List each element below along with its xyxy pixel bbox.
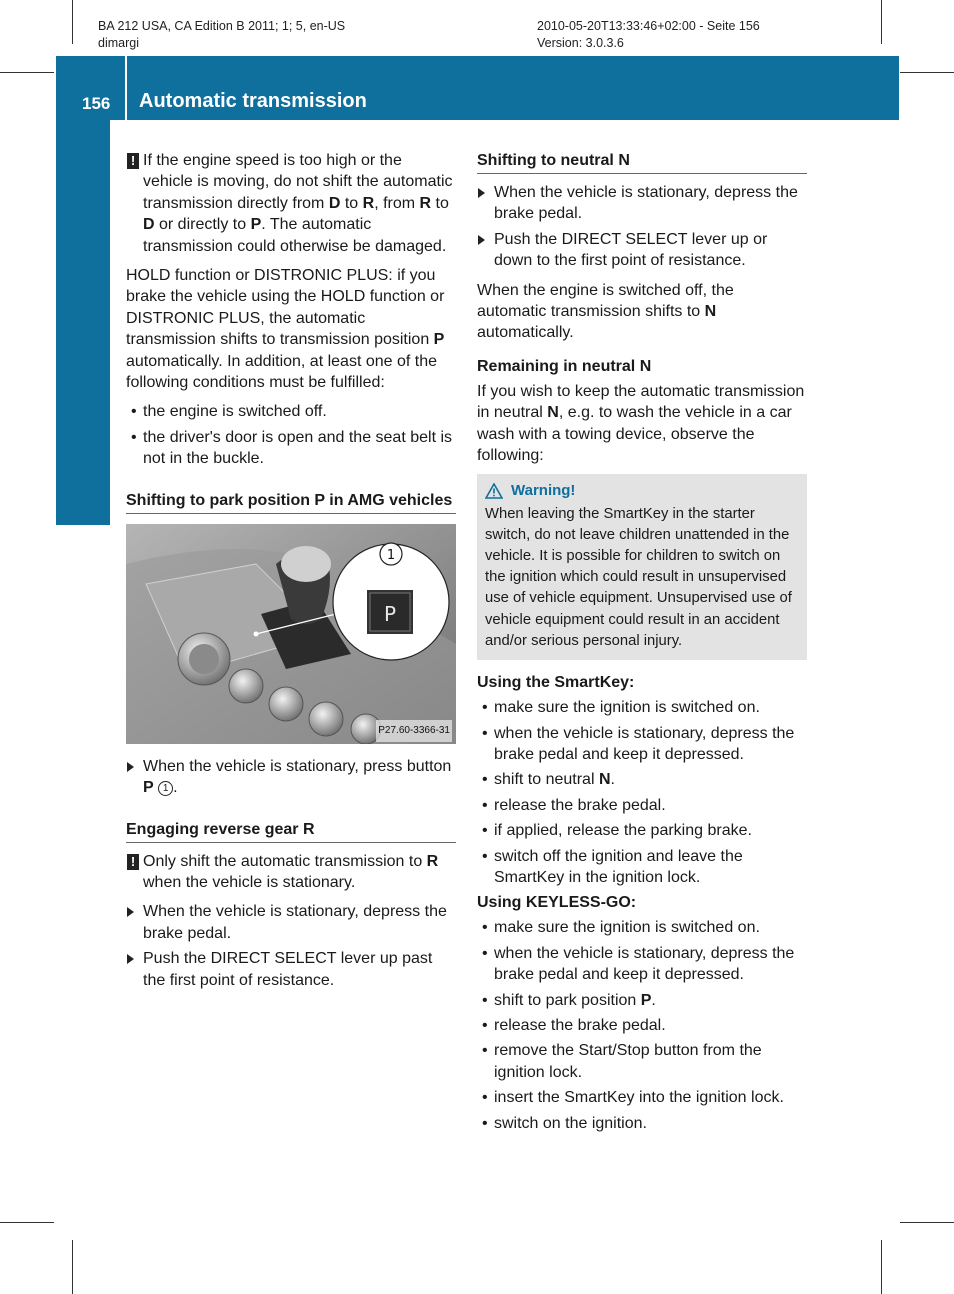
step-arrow-icon [478, 235, 485, 245]
step-arrow-icon [478, 188, 485, 198]
list-item-text: when the vehicle is stationary, depress the brake pedal and keep it depressed. [494, 944, 795, 984]
list-item: • insert the SmartKey into the ignition lock. [482, 1089, 784, 1107]
step-text: When the vehicle is stationary, depress the brake pedal. [494, 184, 798, 223]
list-item-text: the engine is switched off. [143, 403, 327, 421]
warning-title [485, 480, 799, 501]
note-text: Only shift the automatic transmission to [143, 852, 427, 870]
list-item-text: remove the Start/Stop button from the ignition lock. [494, 1042, 762, 1081]
list-item-text: shift to park position [494, 991, 641, 1009]
right-column [477, 150, 807, 1138]
print-meta-right-line2: Version: 3.0.3.6 [537, 36, 624, 50]
note-text: to [431, 194, 449, 212]
note-text: to [340, 194, 363, 212]
heading-neutral: Shifting to neutral N [477, 150, 807, 174]
list-item-text: switch on the ignition. [494, 1114, 647, 1132]
note-text: when the vehicle is stationary. [143, 873, 356, 891]
print-meta-left-line2: dimargi [98, 36, 139, 50]
crop-mark [72, 0, 73, 44]
smartkey-list [477, 697, 807, 888]
step-arrow-icon [127, 762, 134, 772]
list-item-text: release the brake pedal. [494, 1016, 666, 1034]
warning-box [477, 474, 807, 660]
step-arrow-icon [127, 954, 134, 964]
note-text: . The automatic transmission could otherwise be damaged. [143, 216, 447, 255]
list-item: • make sure the ignition is switched on. [482, 699, 760, 717]
list-item-text: switch off the ignition and leave the SmartKey in the ignition lock. [494, 847, 743, 886]
list-item-text: release the brake pedal. [494, 796, 666, 814]
note-bold: R [419, 194, 432, 212]
print-meta-right [537, 18, 760, 52]
list-item-text: insert the SmartKey into the ignition lock. [494, 1089, 784, 1107]
instruction-step [477, 229, 807, 272]
list-item: • shift to park position P. [482, 991, 656, 1009]
callout-1-icon: 1 [158, 781, 173, 796]
crop-mark [900, 1222, 954, 1223]
page-number: 156 [82, 94, 111, 113]
exclamation-icon: ! [127, 854, 139, 870]
para-bold: P [433, 331, 445, 349]
note-text: If the engine speed is too high or the vehicle is moving, do not shift the automatic transmission directly from [143, 152, 453, 212]
crop-mark [881, 0, 882, 44]
instruction-step [126, 901, 456, 944]
note-text: , from [374, 194, 420, 212]
section-title: Automatic transmission [139, 90, 367, 112]
list-item: • release the brake pedal. [482, 1016, 666, 1034]
print-meta-left [98, 18, 345, 52]
list-item-text: make sure the ignition is switched on. [494, 699, 760, 717]
left-column [126, 150, 456, 995]
list-item-text: if applied, release the parking brake. [494, 822, 752, 840]
heading-remaining: Remaining in neutral N [477, 357, 652, 375]
exclamation-icon: ! [127, 153, 139, 169]
list-item: • shift to neutral N. [482, 771, 615, 789]
gear-selector-figure [126, 524, 456, 744]
crop-mark [0, 1222, 54, 1223]
caution-note [126, 150, 456, 257]
step-text: Push the DIRECT SELECT lever up or down to the first point of resistance. [494, 230, 768, 270]
list-item: • when the vehicle is stationary, depress the brake pedal and keep it depressed. [482, 724, 795, 763]
warning-text: When leaving the SmartKey in the starter switch, do not leave children unattended in the vehicle. It is possible for children to switch on the ignition which could result in unsupervised use of vehicle equipment. Unsupervised use of vehicle equipment could result in an accident and/or serious personal injury. [485, 505, 792, 649]
crop-mark [72, 1240, 73, 1294]
instruction-step [126, 948, 456, 991]
hold-paragraph [126, 265, 456, 393]
para-bold: N [704, 303, 717, 321]
list-item-text: make sure the ignition is switched on. [494, 919, 760, 937]
step-text: . [173, 779, 178, 797]
crop-mark [881, 1240, 882, 1294]
list-item: • switch off the ignition and leave the SmartKey in the ignition lock. [482, 847, 743, 886]
heading-smartkey: Using the SmartKey: [477, 674, 635, 692]
note-bold: P [250, 216, 262, 234]
figure-code: P27.60-3366-31 [376, 720, 452, 741]
crop-mark [900, 72, 954, 73]
para-text: automatically. In addition, at least one of the following conditions must be fulfilled: [126, 352, 438, 392]
list-item: • when the vehicle is stationary, depress the brake pedal and keep it depressed. [482, 944, 795, 984]
para-text: HOLD function or DISTRONIC PLUS: if you brake the vehicle using the HOLD function or DISTRONIC PLUS, the automatic transmission shifts to transmission position [126, 267, 445, 349]
heading-reverse: Engaging reverse gear R [126, 819, 456, 843]
list-item-bold: N [598, 771, 611, 789]
print-meta-right-line1: 2010-05-20T13:33:46+02:00 - Seite 156 [537, 19, 760, 33]
step-text: When the vehicle is stationary, depress the brake pedal. [143, 903, 447, 942]
header-divider [125, 56, 127, 120]
note-bold: R [426, 852, 439, 870]
para-text: When the engine is switched off, the automatic transmission shifts to [477, 281, 734, 321]
list-item: • the driver's door is open and the seat belt is not in the buckle. [131, 428, 453, 468]
list-item-bold: P [640, 991, 652, 1009]
warning-triangle-icon [485, 483, 503, 499]
list-item: • switch on the ignition. [482, 1114, 647, 1132]
warning-title-text: Warning! [511, 482, 576, 500]
note-bold: D [143, 216, 155, 234]
heading-keyless: Using KEYLESS-GO: [477, 894, 637, 912]
list-item-text: . [610, 771, 615, 789]
step-text: Push the DIRECT SELECT lever up past the first point of resistance. [143, 950, 433, 989]
gear-selector-illustration [126, 524, 456, 744]
caution-note [126, 851, 456, 894]
print-meta-left-line1: BA 212 USA, CA Edition B 2011; 1; 5, en-US [98, 19, 346, 33]
step-arrow-icon [127, 907, 134, 917]
note-text: or directly to [154, 216, 251, 234]
note-bold: R [362, 194, 375, 212]
figure-callout-number: 1 [386, 547, 396, 563]
instruction-step [126, 756, 456, 799]
keyless-list [477, 917, 807, 1134]
list-item: • release the brake pedal. [482, 796, 666, 814]
step-bold: P [143, 779, 154, 797]
list-item: • the engine is switched off. [131, 403, 327, 421]
list-item-text: the driver's door is open and the seat belt is not in the buckle. [143, 428, 453, 468]
step-text: When the vehicle is stationary, press button [143, 757, 452, 775]
heading-amg: Shifting to park position P in AMG vehicles [126, 490, 456, 514]
note-bold: D [328, 194, 341, 212]
instruction-step [477, 182, 807, 225]
para-text: automatically. [477, 324, 574, 342]
list-item: • if applied, release the parking brake. [482, 822, 752, 840]
list-item-text: shift to neutral [494, 771, 599, 789]
remaining-paragraph [477, 381, 807, 467]
crop-mark [0, 72, 54, 73]
list-item: • make sure the ignition is switched on. [482, 919, 760, 937]
para-bold: N [547, 404, 559, 422]
list-item-text: . [651, 991, 656, 1009]
engine-off-paragraph [477, 280, 807, 344]
list-item-text: when the vehicle is stationary, depress the brake pedal and keep it depressed. [494, 724, 795, 763]
side-tab-label: Driving and parking [72, 174, 99, 400]
figure-p-button-label: P [383, 601, 397, 626]
list-item: • remove the Start/Stop button from the ignition lock. [482, 1042, 762, 1081]
para-text: , e.g. to wash the vehicle in a car wash with a towing device, observe the following: [477, 404, 792, 465]
para-text: If you wish to keep the automatic transmission in neutral [477, 382, 805, 422]
